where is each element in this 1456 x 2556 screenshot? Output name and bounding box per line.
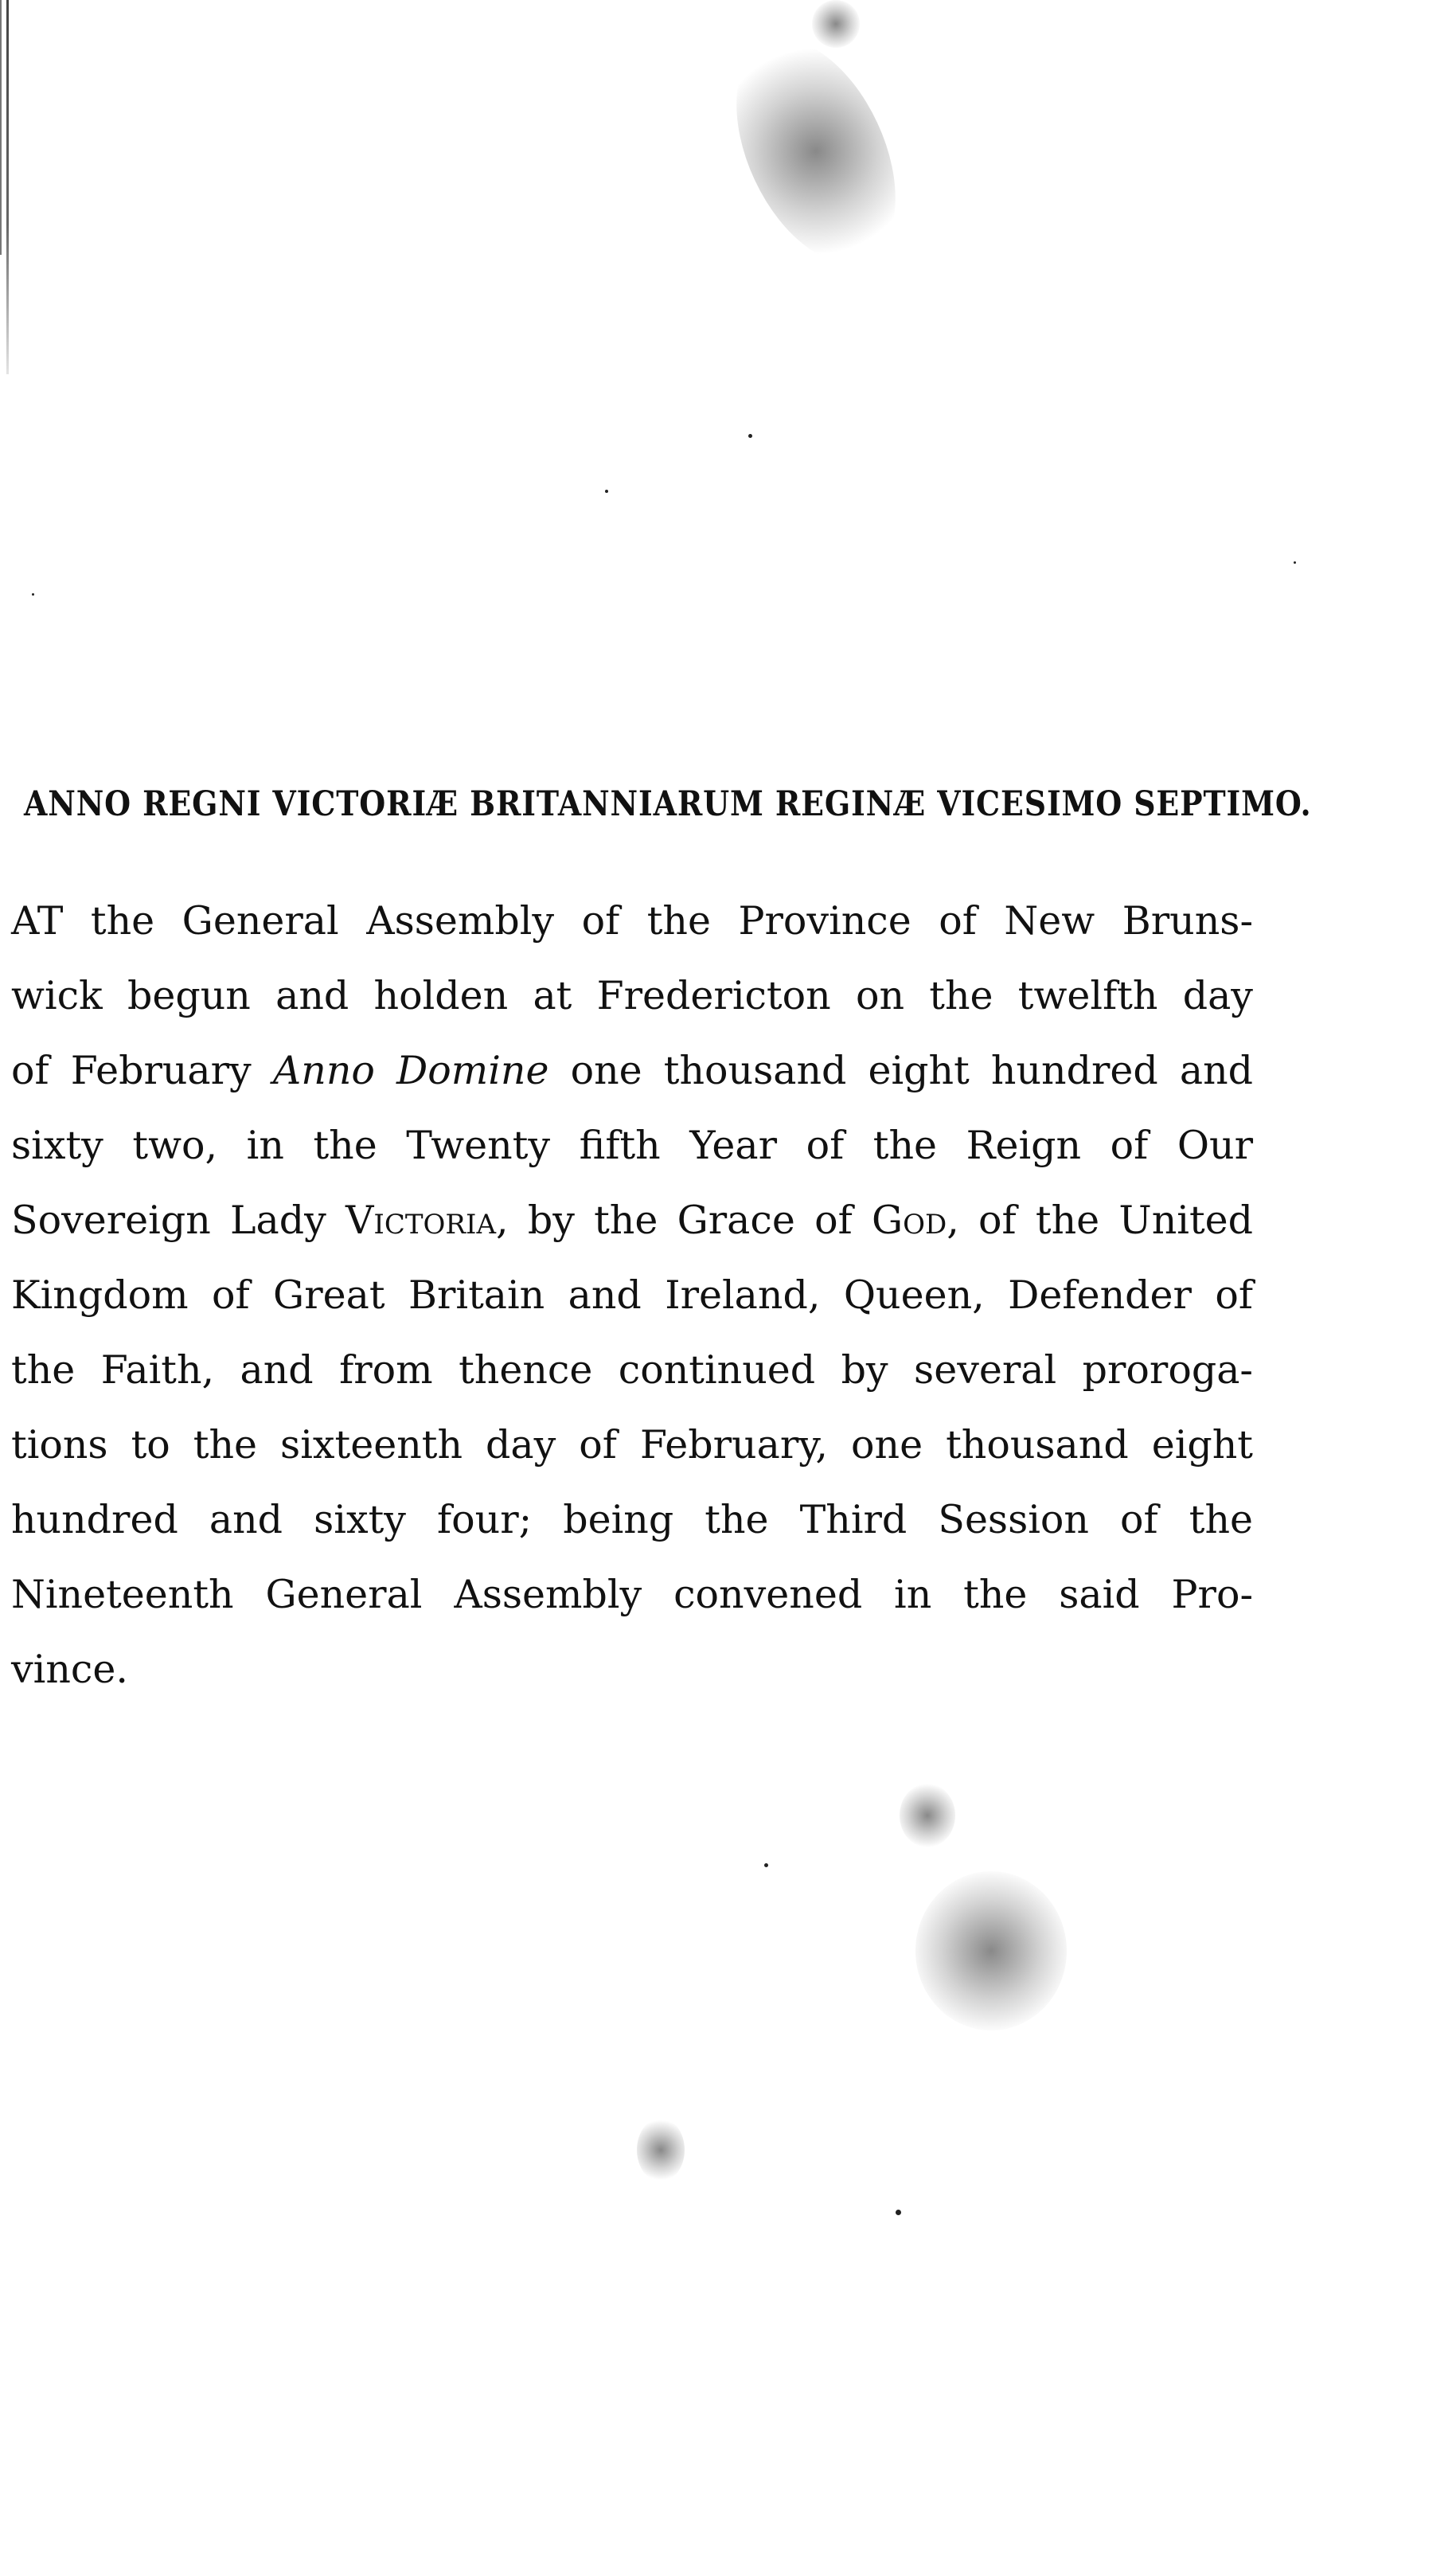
ink-dot [748, 434, 752, 438]
text-line [11, 884, 1253, 959]
text-run: Kingdom of Great Britain and Ireland, Queen, Defender of [11, 1272, 1253, 1318]
text-run: wick begun and holden at Fredericton on the twelfth day [11, 973, 1253, 1018]
ink-smudge-top-small [812, 0, 860, 48]
text-run: sixty two, in the Twenty fifth Year of the Reign of Our [11, 1123, 1253, 1168]
text-line [11, 1183, 1253, 1258]
text-run: hundred and sixty four; being the Third Session of the [11, 1497, 1253, 1542]
text-line [11, 1034, 1253, 1108]
enacting-paragraph [11, 884, 1253, 1707]
scan-edge-line [6, 0, 9, 374]
text-run: Sovereign Lady [11, 1198, 346, 1243]
ink-dot [896, 2210, 901, 2215]
text-run-smallcaps: Victoria [345, 1198, 497, 1243]
text-run: tions to the sixteenth day of February, one thousand eight [11, 1422, 1253, 1468]
ink-dot [764, 1863, 768, 1867]
text-run: vince. [11, 1647, 128, 1692]
text-run: , of the United [947, 1198, 1253, 1243]
text-line [11, 1258, 1253, 1333]
text-run: Nineteenth General Assembly convened in the said Pro- [11, 1572, 1253, 1617]
text-run: one thousand eight hundred and [548, 1048, 1253, 1093]
text-line [11, 1333, 1253, 1408]
text-run: AT the General Assembly of the Province of New Bruns- [11, 898, 1253, 944]
ink-dot [605, 490, 608, 493]
ink-smudge-bottom-small [900, 1784, 955, 1847]
text-line [11, 1108, 1253, 1183]
text-line [11, 959, 1253, 1034]
text-line [11, 1483, 1253, 1557]
ink-dot [1294, 561, 1296, 564]
ink-smudge-lower [637, 2118, 685, 2182]
text-run-italic: Anno Domine [272, 1048, 549, 1093]
text-run: the Faith, and from thence continued by several proroga- [11, 1347, 1253, 1393]
ink-smudge-bottom [915, 1871, 1067, 2030]
text-run-smallcaps: God [871, 1198, 947, 1243]
scan-edge-line-secondary [0, 0, 2, 255]
text-run: of February [11, 1048, 273, 1093]
text-line [11, 1408, 1253, 1483]
text-line [11, 1632, 1253, 1707]
text-run: , by the Grace of [496, 1198, 872, 1243]
text-line [11, 1557, 1253, 1632]
page-heading: ANNO REGNI VICTORIÆ BRITANNIARUM REGINÆ VICESIMO SEPTIMO. [24, 784, 1312, 824]
ink-dot [32, 593, 34, 596]
ink-smudge-top [705, 14, 928, 288]
